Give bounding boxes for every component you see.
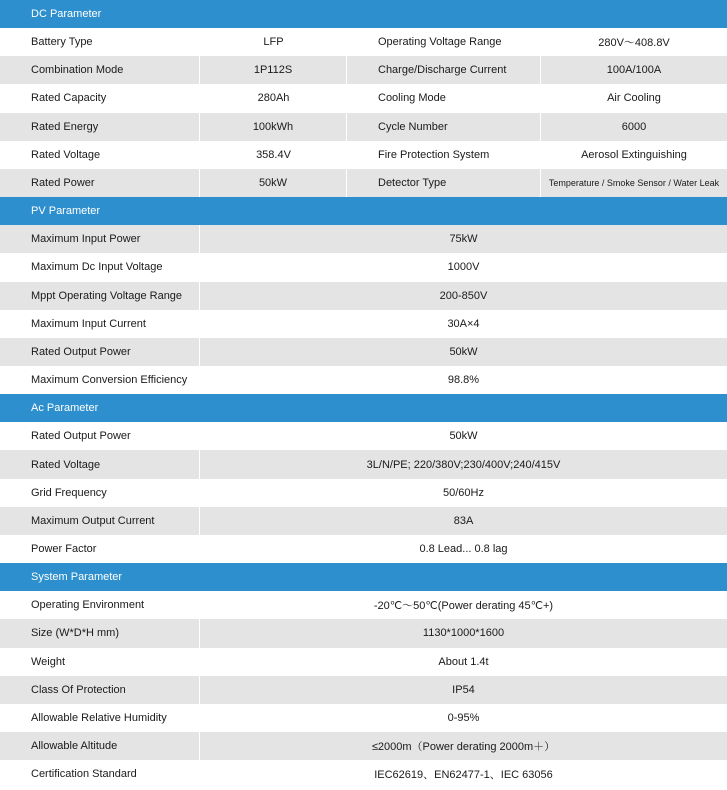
row-value: 50/60Hz [443,486,484,499]
row-label: Maximum Input Current [31,317,146,330]
row-label: Battery Type [31,36,93,49]
row-value: 30A×4 [447,317,480,330]
row-label: Rated Capacity [31,92,107,105]
row-value: -20℃～50℃(Power derating 45℃+) [373,600,554,613]
row-value: 50kW [200,169,347,197]
row-value: IP54 [452,683,475,696]
row-value: 280Ah [257,92,290,105]
row-value: 98.8% [447,374,480,387]
row-value: 6000 [621,120,647,133]
row-label: Grid Frequency [31,486,107,499]
row-label: Mppt Operating Voltage Range [0,282,200,310]
row-value: 3L/N/PE; 220/380V;230/400V;240/415V [366,458,561,471]
table-row [0,450,727,478]
table-row [0,56,727,84]
row-value: 0.8 Lead... 0.8 lag [419,543,508,556]
row-value: 280V～408.8V [598,37,670,50]
row-label: Maximum Dc Input Voltage [31,261,163,274]
row-value: 1000V [447,261,480,274]
row-label: Cycle Number [347,113,541,141]
row-label: Weight [31,655,66,668]
row-value: 100kWh [200,113,347,141]
pv-parameter-header: PV Parameter [0,197,727,225]
table-row [0,619,727,647]
row-label: Charge/Discharge Current [347,56,541,84]
row-label: Class Of Protection [0,676,200,704]
row-label: Certification Standard [31,768,137,781]
row-value: 100A/100A [606,64,662,77]
table-row [0,479,727,507]
row-label: Rated Output Power [0,338,200,366]
table-row [0,169,727,197]
table-row [0,113,727,141]
row-value: 200-850V [439,289,488,302]
row-value: 1130*1000*1600 [422,627,505,640]
row-value: Temperature / Smoke Sensor / Water Leak [548,178,720,189]
row-label: Size (W*D*H mm) [0,619,200,647]
row-label: Detector Type [347,169,541,197]
table-row [0,676,727,704]
row-label: Rated Energy [0,113,200,141]
table-row [0,760,727,788]
row-label: Allowable Altitude [0,732,200,760]
row-value: 1P112S [200,56,347,84]
row-label: Rated Voltage [0,450,200,478]
table-row [0,28,727,56]
table-row [0,338,727,366]
table-row [0,704,727,732]
row-label: Operating Environment [31,599,145,612]
table-row [0,507,727,535]
table-row [0,225,727,253]
table-row [0,591,727,619]
row-label: Power Factor [31,543,97,556]
row-value: 50kW [449,345,478,358]
system-parameter-header: System Parameter [0,563,727,591]
table-row [0,535,727,563]
row-label: Maximum Output Current [0,507,200,535]
table-row [0,648,727,676]
table-row [0,84,727,112]
row-value: LFP [263,36,284,49]
dc-parameter-header: DC Parameter [0,0,727,28]
row-label: Maximum Input Power [0,225,200,253]
row-label: Fire Protection System [378,148,490,161]
table-row [0,310,727,338]
row-value: Air Cooling [607,92,661,105]
row-value: 75kW [449,233,478,246]
row-value: 50kW [449,430,478,443]
row-label: Operating Voltage Range [378,36,502,49]
row-value: Aerosol Extinguishing [581,148,687,161]
table-row [0,141,727,169]
table-row [0,422,727,450]
row-value: IEC62619、EN62477-1、IEC 63056 [374,769,553,782]
row-label: Cooling Mode [378,92,446,105]
row-value: 358.4V [256,148,291,161]
row-label: Maximum Conversion Efficiency [31,374,188,387]
row-value: About 1.4t [438,655,489,668]
table-row [0,366,727,394]
ac-parameter-header: Ac Parameter [0,394,727,422]
table-row [0,732,727,760]
row-label: Allowable Relative Humidity [31,712,167,725]
row-value: 0-95% [447,712,480,725]
row-value: ≤2000m（Power derating 2000m＋） [371,741,556,754]
row-label: Rated Voltage [31,148,101,161]
table-row [0,253,727,281]
row-label: Rated Power [0,169,200,197]
row-value: 83A [453,514,474,527]
table-row [0,282,727,310]
row-label: Combination Mode [0,56,200,84]
row-label: Rated Output Power [31,430,131,443]
